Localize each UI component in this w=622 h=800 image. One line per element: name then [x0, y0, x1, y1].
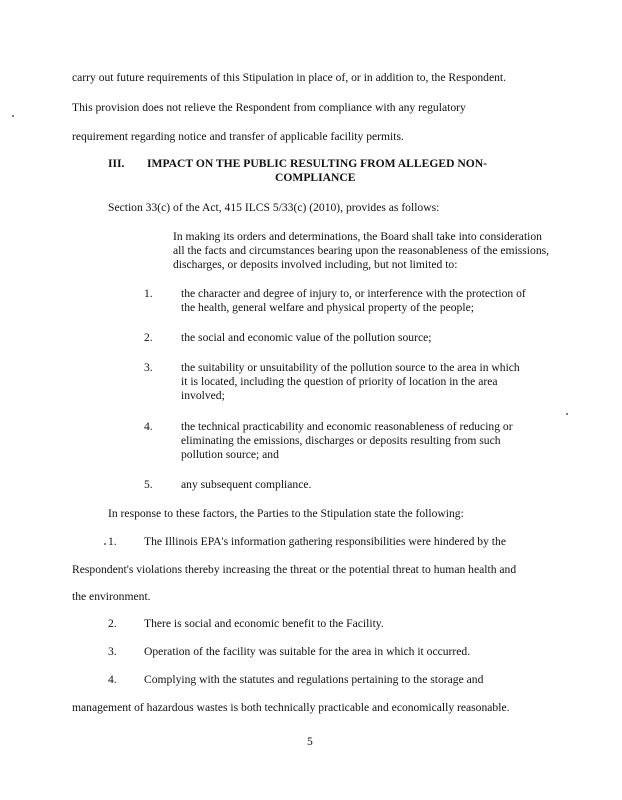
- factor-2-number: 2.: [144, 331, 153, 344]
- section-intro: Section 33(c) of the Act, 415 ILCS 5/33(c) (2010), provides as follows:: [108, 201, 440, 214]
- response-1-line-3: the environment.: [72, 590, 151, 603]
- factor-3-line-3: involved;: [181, 389, 225, 402]
- response-3-line-1: Operation of the facility was suitable for the area in which it occurred.: [144, 645, 471, 658]
- factor-4-number: 4.: [144, 420, 153, 433]
- factor-5-number: 5.: [144, 478, 153, 491]
- intro-line-3: requirement regarding notice and transfer of applicable facility permits.: [72, 130, 404, 143]
- scan-speck: [12, 115, 14, 117]
- response-4-line-1: Complying with the statutes and regulations pertaining to the storage and: [144, 673, 484, 686]
- scan-speck: [104, 543, 106, 545]
- response-4-line-2: management of hazardous wastes is both technically practicable and economically reasonable.: [72, 701, 510, 714]
- factor-1-line-2: the health, general welfare and physical property of the people;: [181, 301, 474, 314]
- quote-line-3: discharges, or deposits involved including, but not limited to:: [173, 258, 458, 271]
- factor-2-line-1: the social and economic value of the pollution source;: [181, 331, 432, 344]
- factor-4-line-3: pollution source; and: [181, 448, 279, 461]
- section-title-line-2: COMPLIANCE: [275, 171, 356, 184]
- section-number: III.: [108, 157, 125, 170]
- response-4-number: 4.: [108, 673, 117, 686]
- factor-1-number: 1.: [144, 287, 153, 300]
- scan-speck: [566, 413, 568, 415]
- response-2-line-1: There is social and economic benefit to the Facility.: [144, 617, 384, 630]
- section-title-line-1: IMPACT ON THE PUBLIC RESULTING FROM ALLEGED NON-: [147, 157, 488, 170]
- intro-line-1: carry out future requirements of this Stipulation in place of, or in addition to, the Respondent.: [72, 71, 507, 84]
- factor-4-line-2: eliminating the emissions, discharges or deposits resulting from such: [181, 434, 501, 447]
- factor-3-line-2: it is located, including the question of priority of location in the area: [181, 375, 498, 388]
- response-intro: In response to these factors, the Parties to the Stipulation state the following:: [108, 507, 464, 520]
- response-2-number: 2.: [108, 617, 117, 630]
- response-1-number: 1.: [108, 535, 117, 548]
- response-1-line-1: The Illinois EPA's information gathering responsibilities were hindered by the: [144, 535, 506, 548]
- quote-line-2: all the facts and circumstances bearing upon the reasonableness of the emissions,: [173, 244, 550, 257]
- factor-1-line-1: the character and degree of injury to, or interference with the protection of: [181, 287, 526, 300]
- factor-4-line-1: the technical practicability and economic reasonableness of reducing or: [181, 420, 513, 433]
- factor-3-number: 3.: [144, 361, 153, 374]
- factor-3-line-1: the suitability or unsuitability of the pollution source to the area in which: [181, 361, 520, 374]
- response-1-line-2: Respondent's violations thereby increasing the threat or the potential threat to human health and: [72, 563, 517, 576]
- factor-5-line-1: any subsequent compliance.: [181, 478, 312, 491]
- intro-line-2: This provision does not relieve the Respondent from compliance with any regulatory: [72, 101, 466, 114]
- response-3-number: 3.: [108, 645, 117, 658]
- page-number: 5: [307, 735, 313, 748]
- quote-line-1: In making its orders and determinations, the Board shall take into consideration: [173, 230, 542, 243]
